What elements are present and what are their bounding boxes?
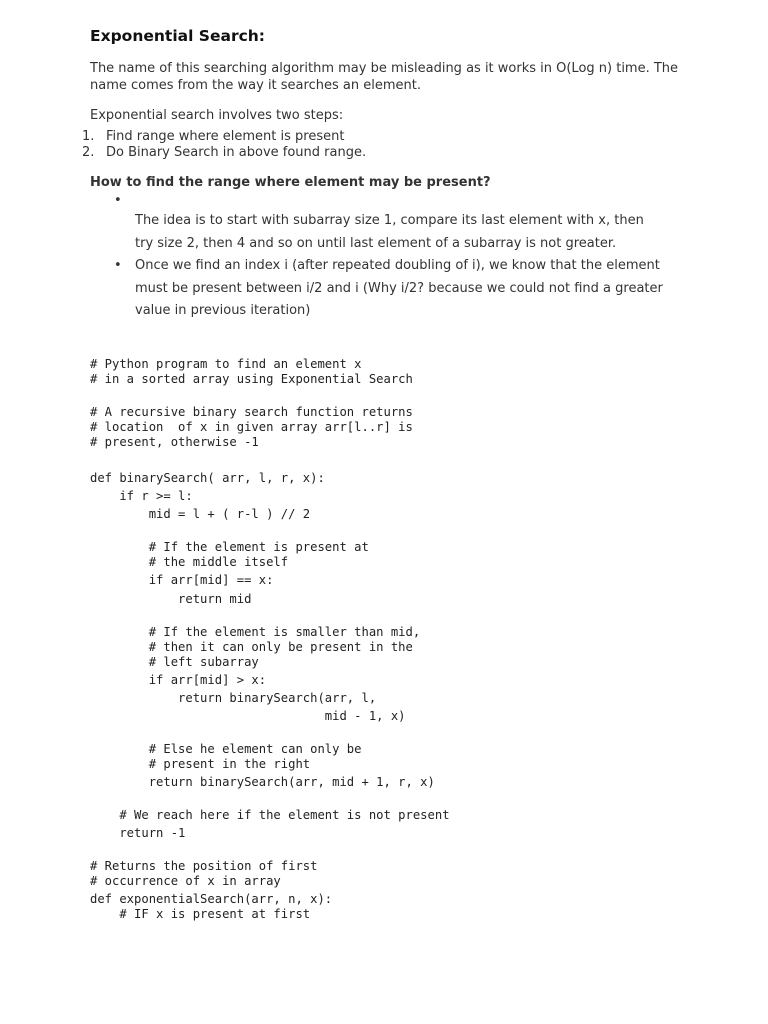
code-line: # occurrence of x in array: [90, 874, 281, 888]
list-number: 2.: [82, 145, 95, 160]
code-line: # the middle itself: [90, 555, 289, 569]
list-item: [114, 210, 664, 255]
code-line: return binarySearch(arr, l,: [90, 691, 377, 705]
list-item-text: Once we find an index i (after repeated doubling of i), we know that the element must be present between i/2 and i (Why i/2? because we could not find a greater value in previous iteration): [135, 258, 663, 318]
code-line: # in a sorted array using Exponential Search: [90, 372, 413, 386]
code-line: # Returns the position of first: [90, 859, 318, 873]
bullet-list: [114, 190, 664, 323]
range-heading: How to find the range where element may be present?: [90, 175, 491, 190]
code-line: # left subarray: [90, 655, 259, 669]
code-line: # then it can only be present in the: [90, 640, 413, 654]
list-item-text: Find range where element is present: [106, 129, 345, 144]
code-line: return binarySearch(arr, mid + 1, r, x): [90, 775, 435, 789]
code-line: # Python program to find an element x: [90, 357, 362, 371]
list-item: [82, 145, 367, 161]
code-line: # Else he element can only be: [90, 742, 362, 756]
list-item: [82, 129, 366, 145]
code-line: mid - 1, x): [90, 709, 406, 723]
steps-list: [82, 129, 367, 161]
code-line: if arr[mid] > x:: [90, 673, 267, 687]
code-line: # If the element is present at: [90, 540, 369, 554]
code-line: return mid: [90, 592, 252, 606]
code-line: # A recursive binary search function returns: [90, 405, 413, 419]
code-line: if r >= l:: [90, 489, 193, 503]
code-line: # IF x is present at first: [90, 907, 311, 921]
page-title: Exponential Search:: [90, 27, 266, 45]
list-item: [114, 255, 664, 323]
code-line: # location of x in given array arr[l..r] is: [90, 420, 413, 434]
code-line: # If the element is smaller than mid,: [90, 625, 421, 639]
steps-intro: Exponential search involves two steps:: [90, 108, 344, 123]
code-line: def exponentialSearch(arr, n, x):: [90, 892, 333, 906]
list-item-text: Do Binary Search in above found range.: [106, 145, 367, 160]
bullet-icon: •: [114, 193, 122, 208]
code-line: return -1: [90, 826, 186, 840]
code-line: def binarySearch( arr, l, r, x):: [90, 471, 325, 485]
code-line: # present, otherwise -1: [90, 435, 259, 449]
list-number: 1.: [82, 129, 95, 144]
code-line: mid = l + ( r-l ) // 2: [90, 507, 311, 521]
code-line: # present in the right: [90, 757, 311, 771]
intro-paragraph: The name of this searching algorithm may be misleading as it works in O(Log n) time. The name comes from the way it searches an element.: [90, 61, 679, 93]
code-line: # We reach here if the element is not present: [90, 808, 450, 822]
bullet-icon: •: [114, 258, 122, 273]
list-item-text: The idea is to start with subarray size 1, compare its last element with x, then try size 2, then 4 and so on until last element of a subarray is not greater.: [135, 213, 644, 251]
code-line: if arr[mid] == x:: [90, 573, 274, 587]
list-item: [114, 190, 664, 208]
